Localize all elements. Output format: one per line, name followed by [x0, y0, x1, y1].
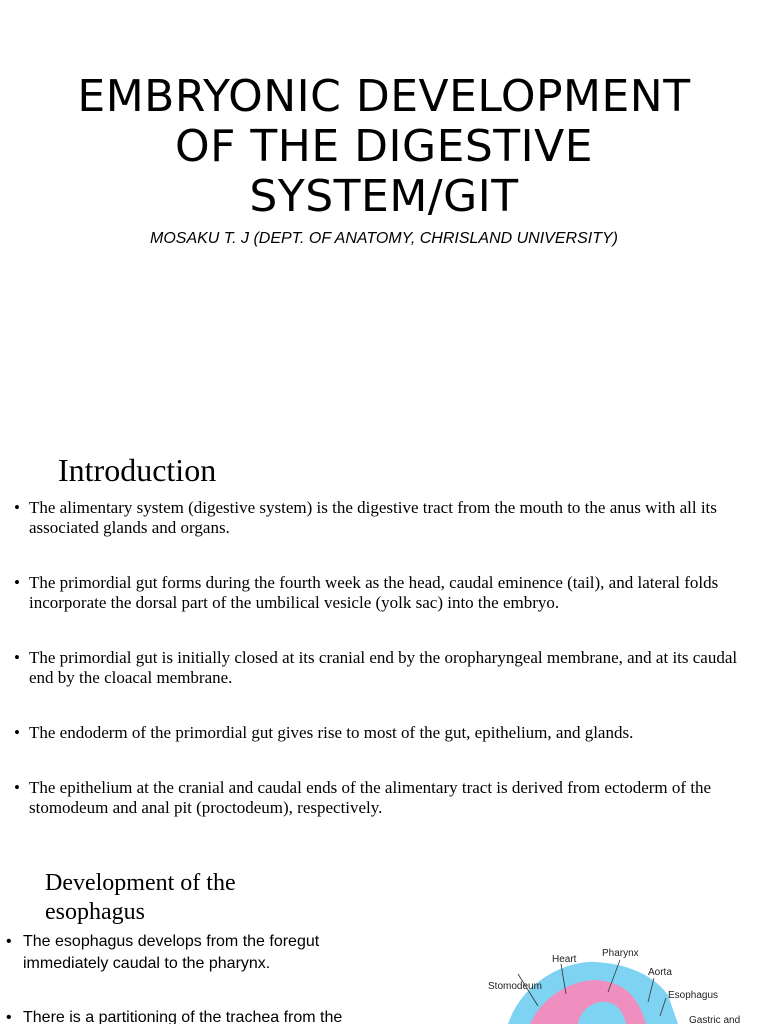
label-stomodeum: Stomodeum	[488, 981, 542, 992]
slide-subtitle: MOSAKU T. J (DEPT. OF ANATOMY, CHRISLAND UNIVERSITY)	[150, 230, 618, 247]
bullet-item: • The epithelium at the cranial and caudal ends of the alimentary tract is derived from ectoderm of the stomodeum and anal pit (proctodeum), respectively.	[14, 778, 762, 818]
esophagus-slide	[0, 860, 768, 1024]
label-heart: Heart	[552, 954, 577, 965]
bullet-list	[14, 498, 762, 818]
bullet-item: • There is a partitioning of the trachea from the	[6, 1007, 391, 1024]
bullet-item: • The primordial gut is initially closed at its cranial end by the oropharyngeal membrane, and at its caudal end by the cloacal membrane.	[14, 648, 762, 688]
slide-heading: Development of the esophagus	[45, 870, 236, 925]
bullet-item: • The alimentary system (digestive system) is the digestive tract from the mouth to the anus with all its associated glands and organs.	[14, 498, 762, 538]
bullet-item: • The endoderm of the primordial gut gives rise to most of the gut, epithelium, and glands.	[14, 723, 762, 743]
slide-heading: Introduction	[58, 452, 217, 488]
title-slide	[0, 0, 768, 430]
bullet-item: • The esophagus develops from the foregut immediately caudal to the pharynx.	[6, 931, 391, 975]
label-pharynx: Pharynx	[602, 948, 639, 959]
bullet-item: • The primordial gut forms during the fourth week as the head, caudal eminence (tail), and lateral folds incorporate the dorsal part of the umbilical vesicle (yolk sac) into the embryo.	[14, 573, 762, 613]
embryo-diagram	[478, 940, 768, 1024]
slide-title: EMBRYONIC DEVELOPMENT OF THE DIGESTIVE SYSTEM/GIT	[77, 71, 691, 222]
label-esophagus: Esophagus	[668, 990, 719, 1001]
label-aorta: Aorta	[648, 967, 672, 978]
bullet-list	[6, 931, 391, 1024]
introduction-slide	[0, 430, 768, 860]
label-gastric: Gastric and	[689, 1015, 741, 1024]
